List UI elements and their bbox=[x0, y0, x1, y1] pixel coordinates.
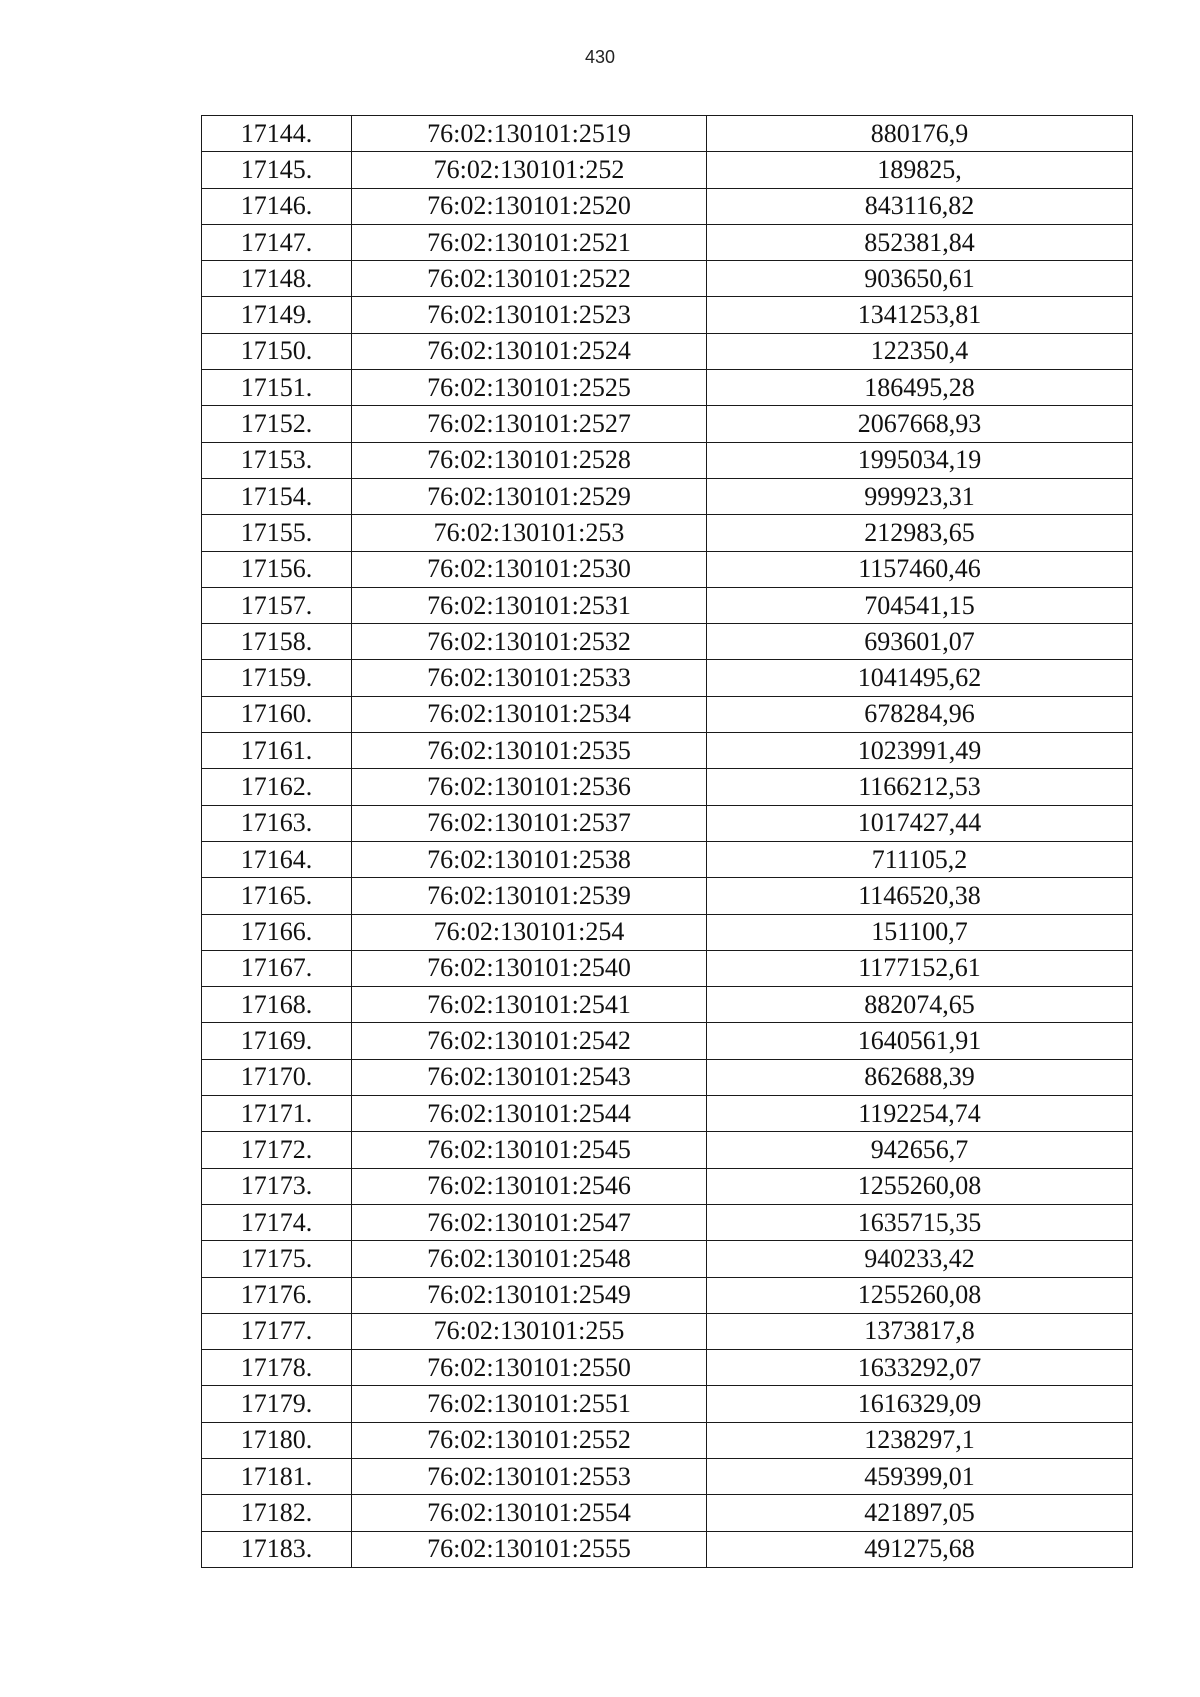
row-number-cell: 17151. bbox=[202, 370, 352, 406]
cadastral-number-cell: 76:02:130101:2541 bbox=[352, 987, 707, 1023]
cadastral-number-cell: 76:02:130101:253 bbox=[352, 515, 707, 551]
cadastral-number-cell: 76:02:130101:2520 bbox=[352, 188, 707, 224]
cadastral-number-cell: 76:02:130101:2543 bbox=[352, 1059, 707, 1095]
cadastral-number-cell: 76:02:130101:2522 bbox=[352, 261, 707, 297]
value-cell: 1157460,46 bbox=[707, 551, 1133, 587]
cadastral-number-cell: 76:02:130101:2545 bbox=[352, 1132, 707, 1168]
table-row bbox=[202, 1059, 1133, 1095]
row-number-cell: 17162. bbox=[202, 769, 352, 805]
row-number-cell: 17172. bbox=[202, 1132, 352, 1168]
table-row bbox=[202, 950, 1133, 986]
table-row bbox=[202, 1241, 1133, 1277]
value-cell: 122350,4 bbox=[707, 333, 1133, 369]
table-row bbox=[202, 696, 1133, 732]
table-row bbox=[202, 1531, 1133, 1567]
cadastral-number-cell: 76:02:130101:2547 bbox=[352, 1204, 707, 1240]
table-row bbox=[202, 1277, 1133, 1313]
value-cell: 212983,65 bbox=[707, 515, 1133, 551]
table-row bbox=[202, 406, 1133, 442]
row-number-cell: 17182. bbox=[202, 1495, 352, 1531]
table-row bbox=[202, 1350, 1133, 1386]
value-cell: 862688,39 bbox=[707, 1059, 1133, 1095]
value-cell: 1995034,19 bbox=[707, 442, 1133, 478]
row-number-cell: 17181. bbox=[202, 1458, 352, 1494]
cadastral-number-cell: 76:02:130101:2551 bbox=[352, 1386, 707, 1422]
value-cell: 1341253,81 bbox=[707, 297, 1133, 333]
row-number-cell: 17160. bbox=[202, 696, 352, 732]
value-cell: 1177152,61 bbox=[707, 950, 1133, 986]
cadastral-number-cell: 76:02:130101:2528 bbox=[352, 442, 707, 478]
cadastral-number-cell: 76:02:130101:2540 bbox=[352, 950, 707, 986]
table-body bbox=[202, 116, 1133, 1568]
row-number-cell: 17177. bbox=[202, 1313, 352, 1349]
row-number-cell: 17175. bbox=[202, 1241, 352, 1277]
cadastral-number-cell: 76:02:130101:2533 bbox=[352, 660, 707, 696]
page-number: 430 bbox=[584, 47, 616, 67]
value-cell: 903650,61 bbox=[707, 261, 1133, 297]
value-cell: 1373817,8 bbox=[707, 1313, 1133, 1349]
row-number-cell: 17163. bbox=[202, 805, 352, 841]
row-number-cell: 17145. bbox=[202, 152, 352, 188]
cadastral-number-cell: 76:02:130101:2553 bbox=[352, 1458, 707, 1494]
table-row bbox=[202, 1458, 1133, 1494]
cadastral-number-cell: 76:02:130101:255 bbox=[352, 1313, 707, 1349]
value-cell: 678284,96 bbox=[707, 696, 1133, 732]
table-row bbox=[202, 733, 1133, 769]
value-cell: 940233,42 bbox=[707, 1241, 1133, 1277]
cadastral-number-cell: 76:02:130101:2544 bbox=[352, 1096, 707, 1132]
value-cell: 186495,28 bbox=[707, 370, 1133, 406]
cadastral-number-cell: 76:02:130101:2538 bbox=[352, 841, 707, 877]
value-cell: 2067668,93 bbox=[707, 406, 1133, 442]
row-number-cell: 17168. bbox=[202, 987, 352, 1023]
row-number-cell: 17153. bbox=[202, 442, 352, 478]
row-number-cell: 17154. bbox=[202, 478, 352, 514]
table-row bbox=[202, 1313, 1133, 1349]
row-number-cell: 17169. bbox=[202, 1023, 352, 1059]
cadastral-number-cell: 76:02:130101:2546 bbox=[352, 1168, 707, 1204]
cadastral-number-cell: 76:02:130101:2539 bbox=[352, 878, 707, 914]
value-cell: 1616329,09 bbox=[707, 1386, 1133, 1422]
row-number-cell: 17159. bbox=[202, 660, 352, 696]
table-row bbox=[202, 188, 1133, 224]
row-number-cell: 17164. bbox=[202, 841, 352, 877]
row-number-cell: 17179. bbox=[202, 1386, 352, 1422]
table-row bbox=[202, 660, 1133, 696]
table-row bbox=[202, 624, 1133, 660]
row-number-cell: 17152. bbox=[202, 406, 352, 442]
cadastral-number-cell: 76:02:130101:2537 bbox=[352, 805, 707, 841]
cadastral-number-cell: 76:02:130101:2536 bbox=[352, 769, 707, 805]
cadastral-number-cell: 76:02:130101:2530 bbox=[352, 551, 707, 587]
row-number-cell: 17150. bbox=[202, 333, 352, 369]
value-cell: 999923,31 bbox=[707, 478, 1133, 514]
value-cell: 491275,68 bbox=[707, 1531, 1133, 1567]
value-cell: 151100,7 bbox=[707, 914, 1133, 950]
table-row bbox=[202, 805, 1133, 841]
table-row bbox=[202, 914, 1133, 950]
table-row bbox=[202, 1422, 1133, 1458]
table-row bbox=[202, 442, 1133, 478]
value-cell: 693601,07 bbox=[707, 624, 1133, 660]
cadastral-number-cell: 76:02:130101:2548 bbox=[352, 1241, 707, 1277]
table-row bbox=[202, 878, 1133, 914]
cadastral-number-cell: 76:02:130101:2531 bbox=[352, 587, 707, 623]
value-cell: 1255260,08 bbox=[707, 1168, 1133, 1204]
row-number-cell: 17156. bbox=[202, 551, 352, 587]
row-number-cell: 17158. bbox=[202, 624, 352, 660]
table-row bbox=[202, 1132, 1133, 1168]
row-number-cell: 17170. bbox=[202, 1059, 352, 1095]
value-cell: 1255260,08 bbox=[707, 1277, 1133, 1313]
row-number-cell: 17157. bbox=[202, 587, 352, 623]
cadastral-number-cell: 76:02:130101:2525 bbox=[352, 370, 707, 406]
row-number-cell: 17161. bbox=[202, 733, 352, 769]
value-cell: 421897,05 bbox=[707, 1495, 1133, 1531]
row-number-cell: 17147. bbox=[202, 224, 352, 260]
table-row bbox=[202, 116, 1133, 152]
row-number-cell: 17178. bbox=[202, 1350, 352, 1386]
cadastral-number-cell: 76:02:130101:2549 bbox=[352, 1277, 707, 1313]
row-number-cell: 17174. bbox=[202, 1204, 352, 1240]
value-cell: 852381,84 bbox=[707, 224, 1133, 260]
cadastral-number-cell: 76:02:130101:2542 bbox=[352, 1023, 707, 1059]
row-number-cell: 17166. bbox=[202, 914, 352, 950]
table-row bbox=[202, 1168, 1133, 1204]
cadastral-number-cell: 76:02:130101:252 bbox=[352, 152, 707, 188]
value-cell: 1041495,62 bbox=[707, 660, 1133, 696]
value-cell: 704541,15 bbox=[707, 587, 1133, 623]
value-cell: 1633292,07 bbox=[707, 1350, 1133, 1386]
table-row bbox=[202, 152, 1133, 188]
table-row bbox=[202, 224, 1133, 260]
row-number-cell: 17167. bbox=[202, 950, 352, 986]
row-number-cell: 17171. bbox=[202, 1096, 352, 1132]
cadastral-number-cell: 76:02:130101:2554 bbox=[352, 1495, 707, 1531]
table-row bbox=[202, 333, 1133, 369]
row-number-cell: 17165. bbox=[202, 878, 352, 914]
value-cell: 1635715,35 bbox=[707, 1204, 1133, 1240]
value-cell: 1192254,74 bbox=[707, 1096, 1133, 1132]
row-number-cell: 17180. bbox=[202, 1422, 352, 1458]
table-row bbox=[202, 1096, 1133, 1132]
row-number-cell: 17155. bbox=[202, 515, 352, 551]
value-cell: 711105,2 bbox=[707, 841, 1133, 877]
cadastral-number-cell: 76:02:130101:2523 bbox=[352, 297, 707, 333]
cadastral-number-cell: 76:02:130101:2529 bbox=[352, 478, 707, 514]
row-number-cell: 17183. bbox=[202, 1531, 352, 1567]
table-row bbox=[202, 261, 1133, 297]
value-cell: 1640561,91 bbox=[707, 1023, 1133, 1059]
cadastral-number-cell: 76:02:130101:2550 bbox=[352, 1350, 707, 1386]
value-cell: 1017427,44 bbox=[707, 805, 1133, 841]
row-number-cell: 17146. bbox=[202, 188, 352, 224]
row-number-cell: 17149. bbox=[202, 297, 352, 333]
row-number-cell: 17144. bbox=[202, 116, 352, 152]
table-row bbox=[202, 841, 1133, 877]
cadastral-number-cell: 76:02:130101:2535 bbox=[352, 733, 707, 769]
value-cell: 189825, bbox=[707, 152, 1133, 188]
row-number-cell: 17173. bbox=[202, 1168, 352, 1204]
value-cell: 882074,65 bbox=[707, 987, 1133, 1023]
table-row bbox=[202, 587, 1133, 623]
table-row bbox=[202, 1495, 1133, 1531]
value-cell: 459399,01 bbox=[707, 1458, 1133, 1494]
data-table bbox=[201, 115, 1133, 1568]
row-number-cell: 17176. bbox=[202, 1277, 352, 1313]
table-row bbox=[202, 769, 1133, 805]
value-cell: 1023991,49 bbox=[707, 733, 1133, 769]
row-number-cell: 17148. bbox=[202, 261, 352, 297]
cadastral-number-cell: 76:02:130101:2534 bbox=[352, 696, 707, 732]
table-row bbox=[202, 297, 1133, 333]
table-row bbox=[202, 1386, 1133, 1422]
value-cell: 880176,9 bbox=[707, 116, 1133, 152]
cadastral-number-cell: 76:02:130101:2527 bbox=[352, 406, 707, 442]
cadastral-number-cell: 76:02:130101:2521 bbox=[352, 224, 707, 260]
value-cell: 843116,82 bbox=[707, 188, 1133, 224]
table-row bbox=[202, 1023, 1133, 1059]
value-cell: 1238297,1 bbox=[707, 1422, 1133, 1458]
cadastral-number-cell: 76:02:130101:2555 bbox=[352, 1531, 707, 1567]
value-cell: 1166212,53 bbox=[707, 769, 1133, 805]
table-row bbox=[202, 1204, 1133, 1240]
table-row bbox=[202, 551, 1133, 587]
table-row bbox=[202, 987, 1133, 1023]
cadastral-number-cell: 76:02:130101:2532 bbox=[352, 624, 707, 660]
table-row bbox=[202, 370, 1133, 406]
table-row bbox=[202, 515, 1133, 551]
value-cell: 942656,7 bbox=[707, 1132, 1133, 1168]
cadastral-number-cell: 76:02:130101:2524 bbox=[352, 333, 707, 369]
cadastral-number-cell: 76:02:130101:254 bbox=[352, 914, 707, 950]
value-cell: 1146520,38 bbox=[707, 878, 1133, 914]
table-row bbox=[202, 478, 1133, 514]
cadastral-number-cell: 76:02:130101:2552 bbox=[352, 1422, 707, 1458]
cadastral-number-cell: 76:02:130101:2519 bbox=[352, 116, 707, 152]
